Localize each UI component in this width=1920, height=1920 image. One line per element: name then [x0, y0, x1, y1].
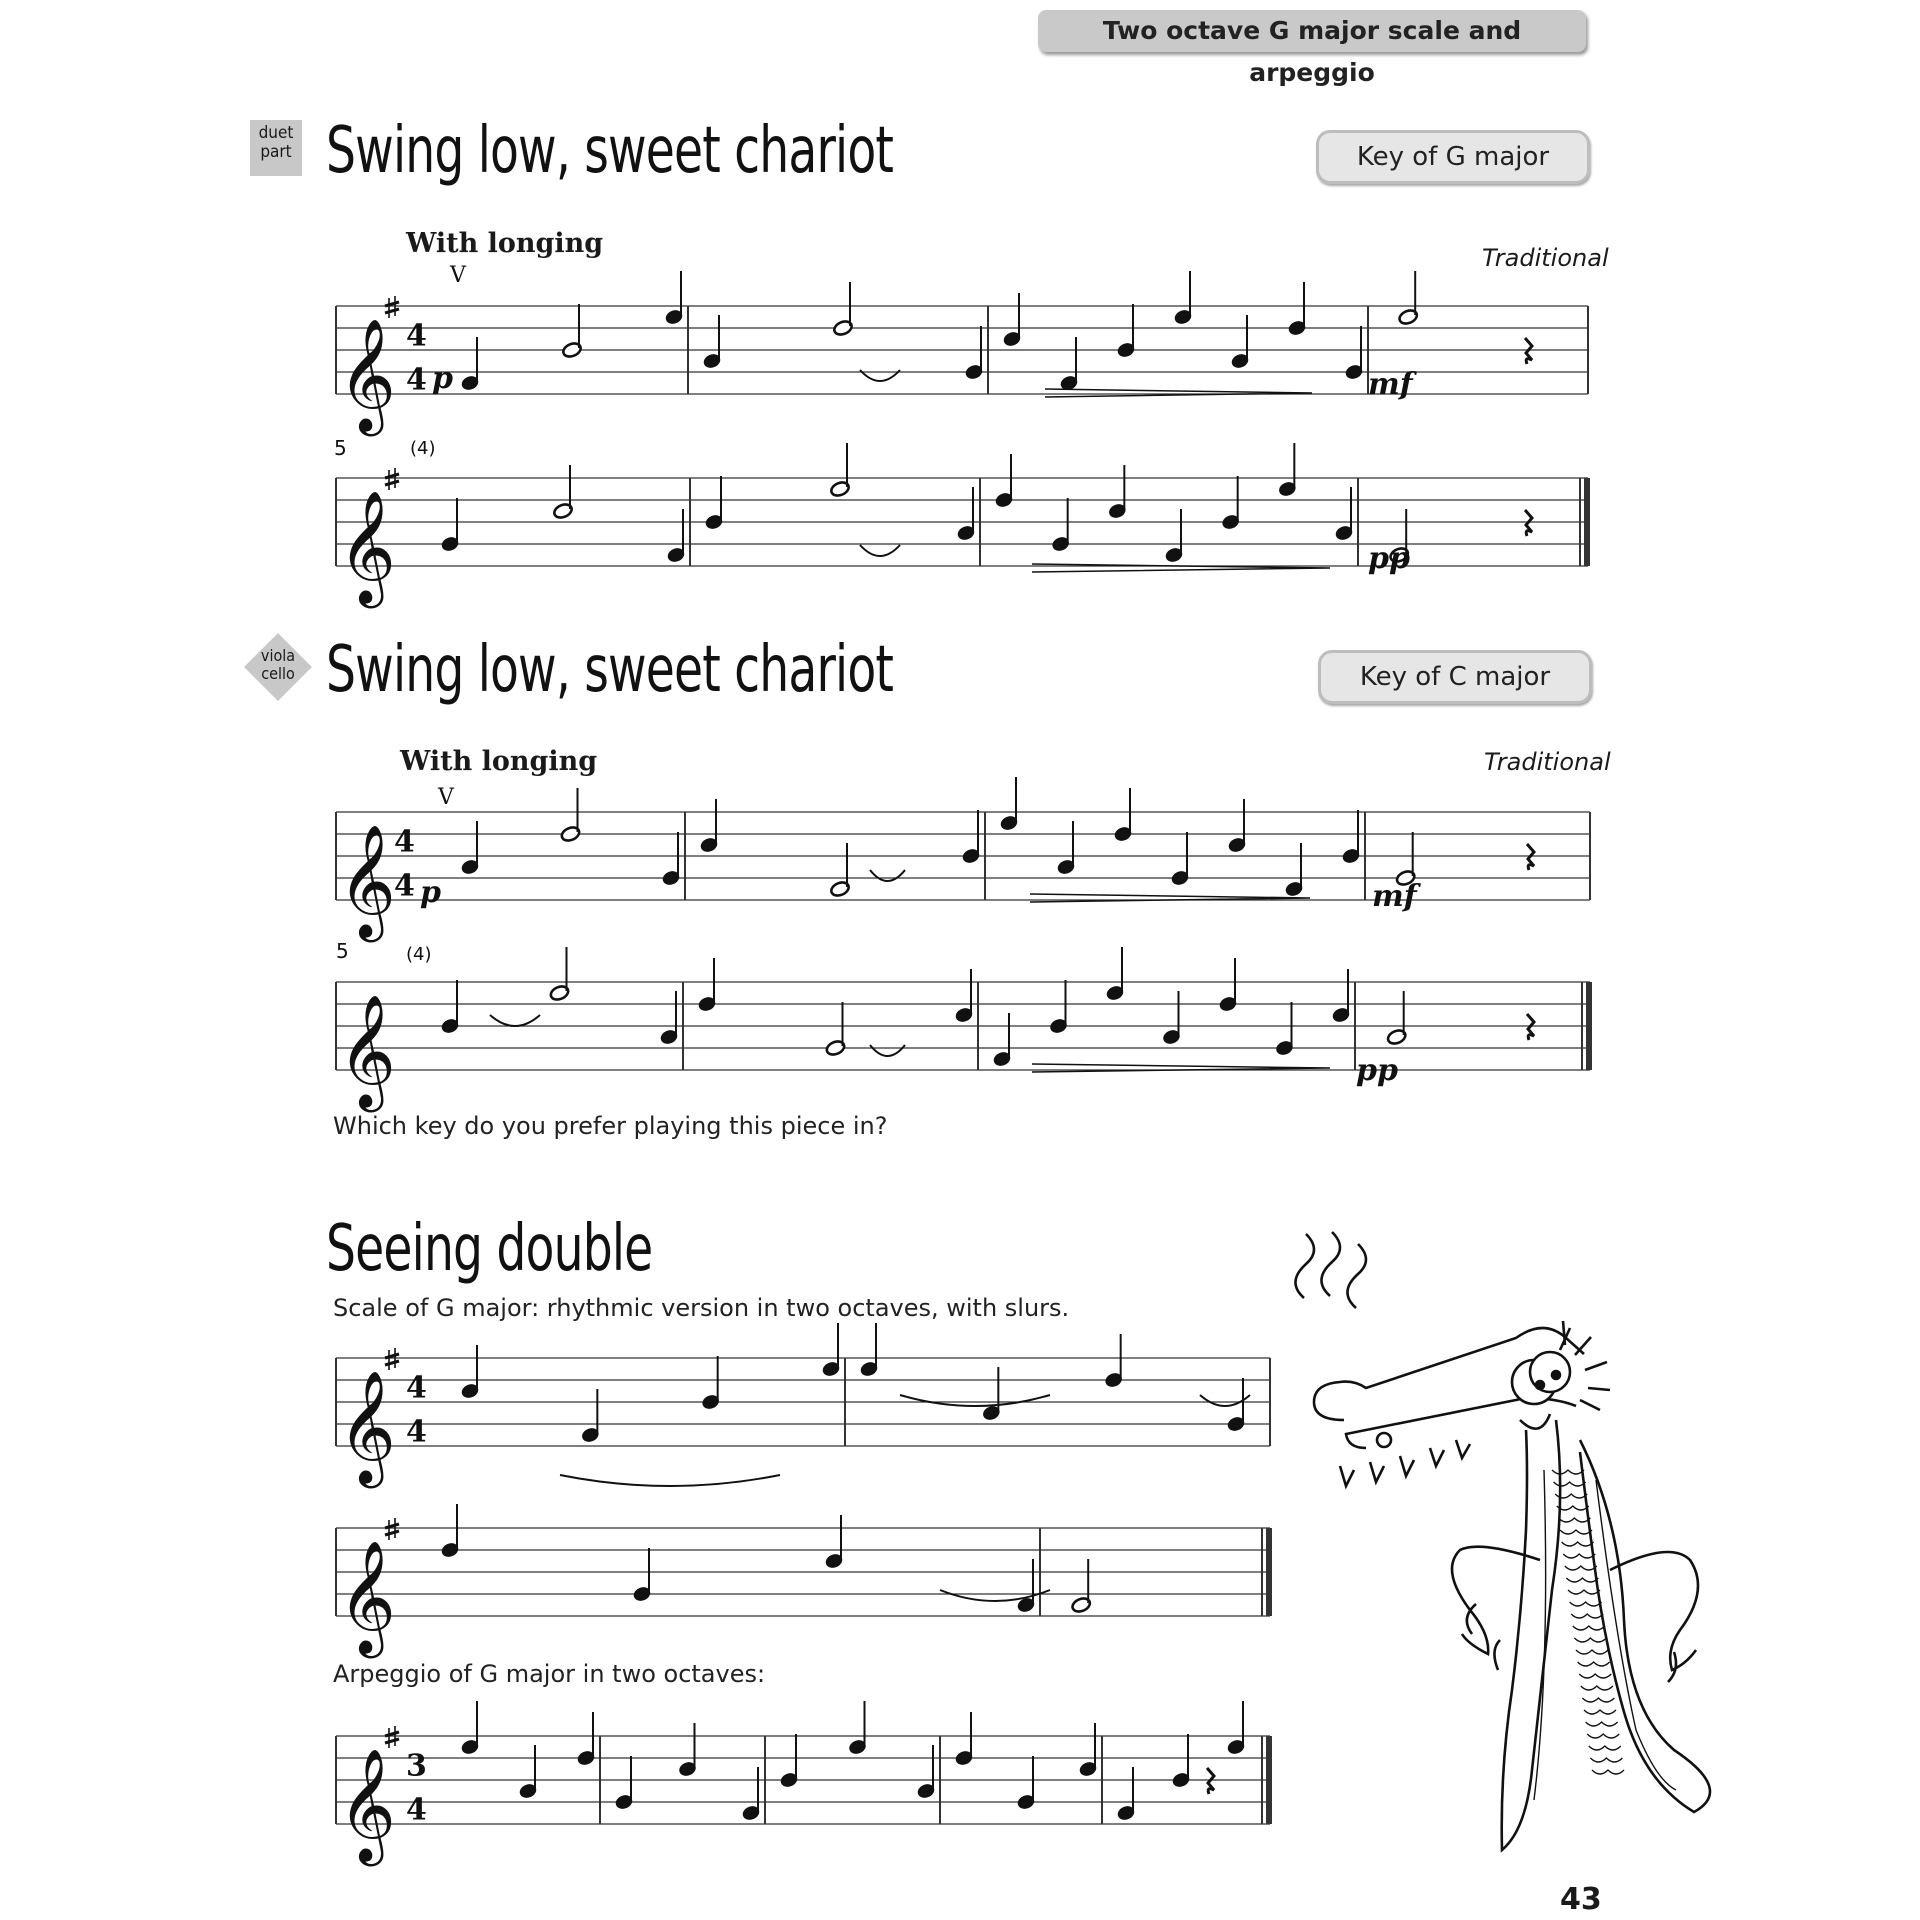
measure-number: 5: [334, 436, 347, 460]
treble-clef: 𝄞: [338, 824, 396, 938]
time-signature-bottom: 4: [406, 1792, 427, 1828]
time-signature-top: 3: [406, 1748, 427, 1784]
badge-line-2: part: [260, 142, 292, 162]
dragon-scale: [1571, 1614, 1603, 1618]
dragon-scale: [1590, 1758, 1622, 1762]
dynamic-p: p: [420, 875, 441, 910]
quarter-rest: [1525, 510, 1532, 536]
piece2-key-box: Key of C major: [1318, 650, 1592, 704]
treble-clef: 𝄞: [338, 490, 396, 604]
time-signature-bottom: 4: [394, 868, 415, 904]
dragon-scale: [1560, 1530, 1592, 1534]
dynamic-mf: mf: [1372, 879, 1417, 914]
dragon-scale: [1565, 1566, 1597, 1570]
dragon-scale: [1579, 1674, 1611, 1678]
crescendo-hairpin: [1045, 389, 1312, 397]
key-signature-sharp: [385, 296, 399, 318]
treble-clef: 𝄞: [338, 1540, 396, 1654]
key-signature-sharp: [385, 468, 399, 490]
dragon-scale: [1562, 1542, 1594, 1546]
time-signature-top: 4: [406, 1370, 427, 1406]
slur: [870, 870, 905, 881]
slur: [900, 1395, 1050, 1406]
time-signature-top: 4: [394, 824, 415, 860]
quarter-rest: [1527, 1014, 1534, 1040]
page-number: 43: [1560, 1882, 1602, 1917]
exercise-title: Seeing double: [326, 1212, 653, 1286]
slur: [870, 1045, 905, 1056]
dragon-illustration: [1295, 1232, 1710, 1850]
dragon-scale: [1563, 1554, 1595, 1558]
dragon-scale: [1578, 1662, 1610, 1666]
key-question: Which key do you prefer playing this piece in?: [333, 1112, 888, 1140]
up-bow-mark: V: [438, 785, 454, 810]
arpeggio-caption: Arpeggio of G major in two octaves:: [333, 1660, 766, 1688]
piece2-composer: Traditional: [1484, 748, 1611, 776]
dynamic-p: p: [432, 361, 453, 396]
crescendo-hairpin: [1030, 894, 1310, 902]
treble-clef: 𝄞: [338, 1748, 396, 1862]
time-signature-bottom: 4: [406, 362, 427, 398]
dragon-scale: [1573, 1626, 1605, 1630]
dragon-scale: [1557, 1506, 1589, 1510]
quarter-rest: [1207, 1768, 1214, 1794]
dynamic-pp: pp: [1356, 1053, 1398, 1088]
dragon-scale: [1558, 1518, 1590, 1522]
treble-clef: 𝄞: [338, 994, 396, 1108]
piece1-tempo: With longing: [406, 228, 604, 259]
piece2-tempo: With longing: [400, 746, 598, 777]
badge-line-1: duet: [258, 123, 294, 143]
badge-line-2: cello: [261, 664, 295, 683]
slur: [490, 1015, 540, 1026]
section-header-tab: Two octave G major scale and arpeggio: [1038, 10, 1586, 52]
piece1-title: Swing low, sweet chariot: [326, 114, 894, 188]
up-bow-mark: V: [450, 263, 466, 288]
treble-clef: 𝄞: [338, 318, 396, 432]
fingering-mark: (4): [406, 944, 432, 965]
slur: [860, 545, 900, 556]
piece2-title: Swing low, sweet chariot: [326, 633, 894, 707]
fingering-mark: (4): [410, 438, 436, 459]
dragon-scale: [1582, 1698, 1614, 1702]
dragon-scale: [1587, 1734, 1619, 1738]
measure-number: 5: [336, 939, 349, 963]
dynamic-pp: pp: [1368, 541, 1410, 576]
key-signature-sharp: [385, 1726, 399, 1748]
key-signature-sharp: [385, 1518, 399, 1540]
key-signature-sharp: [385, 1348, 399, 1370]
dragon-scale: [1592, 1770, 1624, 1774]
dragon-scale: [1581, 1686, 1613, 1690]
dragon-scale: [1576, 1650, 1608, 1654]
dragon-scale: [1570, 1602, 1602, 1606]
dragon-scale: [1554, 1482, 1586, 1486]
dragon-scale: [1566, 1578, 1598, 1582]
dragon-scale: [1574, 1638, 1606, 1642]
slur: [560, 1475, 780, 1486]
decrescendo-hairpin: [1032, 1064, 1330, 1072]
decrescendo-hairpin: [1032, 564, 1330, 572]
scale-caption: Scale of G major: rhythmic version in two octaves, with slurs.: [333, 1294, 1070, 1322]
treble-clef: 𝄞: [338, 1370, 396, 1484]
dragon-scale: [1589, 1746, 1621, 1750]
dragon-scale: [1552, 1470, 1584, 1474]
piece1-key-box: Key of G major: [1316, 130, 1590, 184]
time-signature-top: 4: [406, 318, 427, 354]
dragon-scale: [1586, 1722, 1618, 1726]
piece1-composer: Traditional: [1482, 244, 1609, 272]
quarter-rest: [1527, 844, 1534, 870]
quarter-rest: [1525, 338, 1532, 364]
dynamic-mf: mf: [1368, 367, 1413, 402]
time-signature-bottom: 4: [406, 1414, 427, 1450]
badge-line-1: viola: [260, 646, 296, 665]
dragon-scale: [1568, 1590, 1600, 1594]
dragon-scale: [1584, 1710, 1616, 1714]
